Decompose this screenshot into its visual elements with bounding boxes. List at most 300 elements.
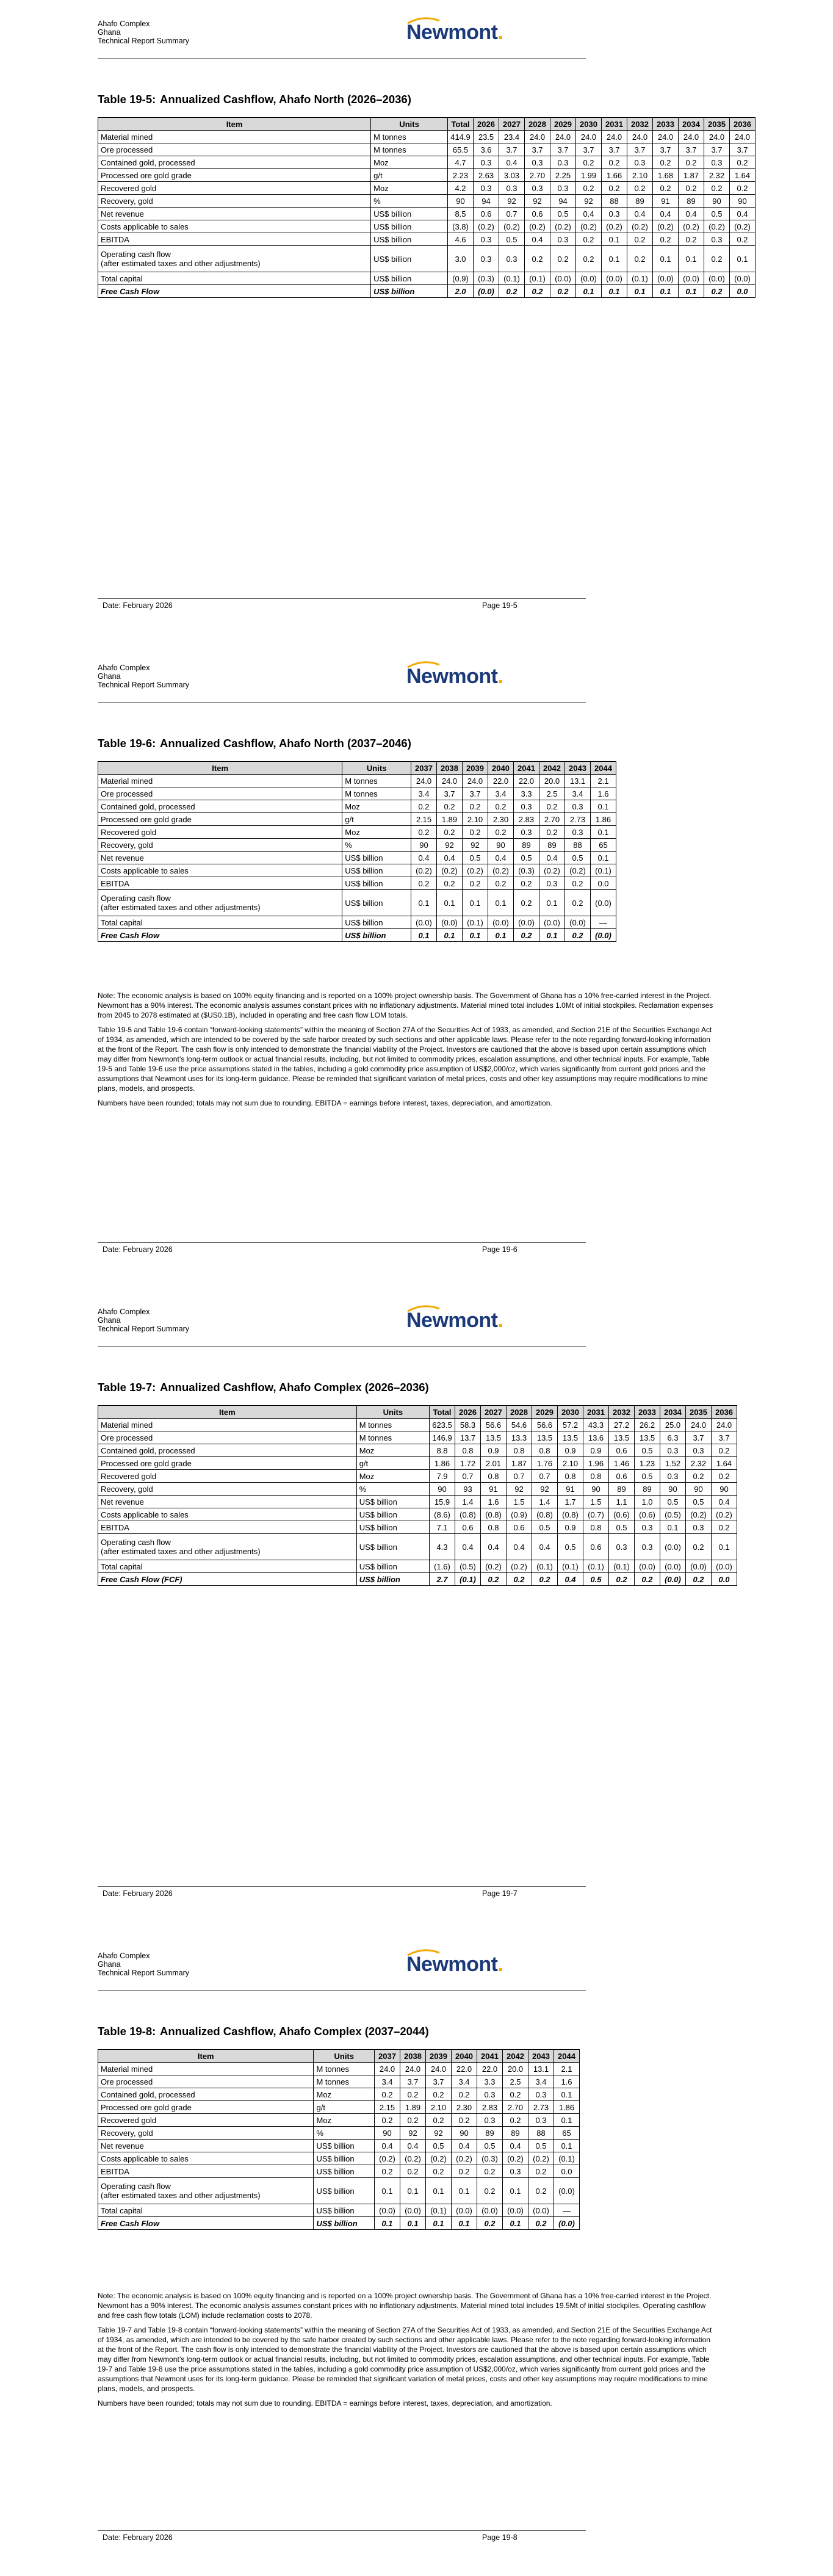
table-row — [98, 285, 755, 298]
column-header-year: 2034 — [679, 118, 704, 131]
table-cell: 0.3 — [499, 246, 525, 272]
table-cell: 2.15 — [375, 2101, 400, 2114]
table-cell: 0.3 — [477, 2114, 503, 2127]
table-cell: — — [554, 2204, 580, 2217]
table-cell: 1.86 — [554, 2101, 580, 2114]
table-cell: (0.9) — [507, 1508, 532, 1521]
table-cell: 88 — [565, 839, 591, 852]
table-cell: 90 — [488, 839, 514, 852]
table-cell: 0.3 — [660, 1470, 686, 1483]
table-cell: 0.2 — [704, 182, 730, 195]
footer-page-number: Page 19-8 — [482, 2533, 517, 2542]
row-units: M tonnes — [371, 131, 448, 143]
table-cell: 24.0 — [627, 131, 653, 143]
column-header-year: 2044 — [554, 2050, 580, 2063]
table-header-row — [98, 2050, 580, 2063]
table-cell: 0.2 — [528, 2178, 554, 2204]
table-cell: 88 — [528, 2127, 554, 2140]
table-cell: 1.5 — [583, 1496, 609, 1508]
table-cell: 8.5 — [448, 208, 474, 220]
table-cell: 13.1 — [528, 2063, 554, 2075]
table-cell: 24.0 — [679, 131, 704, 143]
table-cell: (0.0) — [565, 916, 591, 929]
table-cell: 0.4 — [712, 1496, 737, 1508]
table-cell: 0.2 — [550, 285, 576, 298]
table-cell: (0.7) — [583, 1508, 609, 1521]
table-cell: (0.0) — [602, 272, 627, 285]
table-cell: 2.5 — [503, 2075, 528, 2088]
table-cell: 13.5 — [481, 1431, 507, 1444]
table-cell: 0.1 — [488, 929, 514, 942]
row-units: US$ billion — [342, 916, 411, 929]
table-cell: 0.2 — [576, 156, 602, 169]
table-cell: 0.3 — [539, 877, 565, 890]
table-cell: 0.1 — [591, 800, 616, 813]
table-cell: 0.8 — [583, 1521, 609, 1534]
table-cell: (0.0) — [514, 916, 539, 929]
table-cell: 65.5 — [448, 143, 474, 156]
row-units: US$ billion — [314, 2217, 375, 2230]
table-cell: (0.2) — [525, 220, 550, 233]
table-cell: (0.2) — [499, 220, 525, 233]
table-cell: (0.1) — [463, 916, 488, 929]
column-header-item: Item — [98, 118, 371, 131]
row-units: US$ billion — [356, 1573, 429, 1586]
table-cell: 0.1 — [400, 2217, 426, 2230]
column-header-total: Total — [430, 1406, 455, 1419]
table-title — [98, 2025, 429, 2038]
table-cell: 0.2 — [576, 246, 602, 272]
table-cell: (8.6) — [430, 1508, 455, 1521]
table-row — [98, 272, 755, 285]
table-cell: 1.99 — [576, 169, 602, 182]
table-cell: 0.3 — [565, 826, 591, 839]
table-cell: 2.30 — [488, 813, 514, 826]
table-cell: 0.3 — [474, 182, 499, 195]
column-header-year: 2031 — [602, 118, 627, 131]
table-cell: 2.1 — [554, 2063, 580, 2075]
table-cell: 3.7 — [525, 143, 550, 156]
table-cell: (3.8) — [448, 220, 474, 233]
table-cell: (0.0) — [437, 916, 463, 929]
table-cell: 3.3 — [477, 2075, 503, 2088]
row-label: Material mined — [98, 131, 371, 143]
table-cell: 0.2 — [704, 246, 730, 272]
table-cell: (0.1) — [525, 272, 550, 285]
table-cell: 0.2 — [627, 246, 653, 272]
table-cell: 6.3 — [660, 1431, 686, 1444]
table-cell: (0.8) — [558, 1508, 583, 1521]
footer-page-number: Page 19-6 — [482, 1245, 517, 1254]
row-label: EBITDA — [98, 877, 342, 890]
table-cell: 24.0 — [375, 2063, 400, 2075]
table-cell: (0.2) — [704, 220, 730, 233]
row-units: US$ billion — [314, 2165, 375, 2178]
table-title — [98, 737, 411, 750]
table-cell: 0.3 — [499, 182, 525, 195]
row-units: US$ billion — [371, 285, 448, 298]
table-cell: 13.5 — [532, 1431, 558, 1444]
table-cell: 0.4 — [455, 1534, 481, 1560]
table-cell: 3.7 — [712, 1431, 737, 1444]
column-header-year: 2028 — [525, 118, 550, 131]
table-cell: 3.6 — [474, 143, 499, 156]
table-cell: 0.2 — [686, 1534, 712, 1560]
footer-page-number: Page 19-5 — [482, 601, 517, 610]
newmont-logo — [406, 665, 503, 689]
table-cell: 0.1 — [730, 246, 755, 272]
table-cell: 0.2 — [712, 1444, 737, 1457]
table-cell: 3.7 — [463, 787, 488, 800]
row-label: Total capital — [98, 916, 342, 929]
row-label: EBITDA — [98, 1521, 357, 1534]
table-row — [98, 1496, 737, 1508]
table-cell: 3.0 — [448, 246, 474, 272]
table-row — [98, 826, 616, 839]
table-cell: — — [591, 916, 616, 929]
table-row — [98, 1419, 737, 1431]
table-cell: 0.4 — [539, 852, 565, 864]
table-cell: 0.1 — [503, 2217, 528, 2230]
table-number: Table 19-8: — [98, 2025, 156, 2038]
table-cell: 0.5 — [532, 1521, 558, 1534]
table-cell: (0.2) — [576, 220, 602, 233]
row-label: Free Cash Flow — [98, 285, 371, 298]
table-cell: 13.5 — [558, 1431, 583, 1444]
table-cell: 92 — [507, 1483, 532, 1496]
table-cell: (1.6) — [430, 1560, 455, 1573]
table-row — [98, 852, 616, 864]
table-cell: (0.2) — [653, 220, 679, 233]
table-cell: 1.89 — [400, 2101, 426, 2114]
table-cell: (0.1) — [455, 1573, 481, 1586]
table-cell: 0.4 — [730, 208, 755, 220]
table-cell: (0.2) — [686, 1508, 712, 1521]
table-cell: 2.23 — [448, 169, 474, 182]
table-cell: 1.87 — [679, 169, 704, 182]
report-page-19-7 — [0, 1288, 833, 1932]
table-cell: 56.6 — [532, 1419, 558, 1431]
table-cell: 43.3 — [583, 1419, 609, 1431]
table-cell: 25.0 — [660, 1419, 686, 1431]
table-row — [98, 813, 616, 826]
page-header — [98, 1308, 189, 1333]
newmont-logo — [406, 1953, 503, 1977]
table-cell: 24.0 — [426, 2063, 452, 2075]
table-cell: 94 — [550, 195, 576, 208]
row-units: US$ billion — [356, 1560, 429, 1573]
table-cell: 89 — [679, 195, 704, 208]
table-cell: 0.1 — [452, 2178, 477, 2204]
header-country: Ghana — [98, 1316, 121, 1325]
row-units: M tonnes — [371, 143, 448, 156]
table-cell: 0.5 — [635, 1444, 660, 1457]
table-cell: (0.2) — [474, 220, 499, 233]
table-row — [98, 1483, 737, 1496]
note-basis: Note: The economic analysis is based on 100% equity financing and is reported on a 100% project ownership basis. The Government of Ghana has a 10% free-carried interest in the Project. Newmont has a 90% interest. The economic analysis assumes constant prices with no inflationary adjustments. Material mined total includes 19.5Mt of initial stockpiles. Operating cashflow and free cash flow totals (LOM) include reclamation costs to 2078. — [98, 2292, 712, 2320]
note-basis: Note: The economic analysis is based on 100% equity financing and is reported on a 100% project ownership basis. The Government of Ghana has a 10% free-carried interest in the Project. Newmont has a 90% interest. The economic analysis assumes constant prices with no inflationary adjustments. Material mined total includes 1.0Mt of initial stockpiles. Reclamation expenses from 2045 to 2078 estimated at ($US0.1B), included in operating and free cash flow LOM totals. — [98, 991, 713, 1019]
column-header-year: 2043 — [528, 2050, 554, 2063]
table-cell: 0.2 — [679, 156, 704, 169]
row-label: Net revenue — [98, 1496, 357, 1508]
row-label: Costs applicable to sales — [98, 220, 371, 233]
row-units: US$ billion — [371, 220, 448, 233]
table-cell: 0.1 — [679, 285, 704, 298]
table-cell: 0.2 — [488, 877, 514, 890]
table-cell: 0.2 — [730, 233, 755, 246]
table-cell: 90 — [452, 2127, 477, 2140]
table-cell: 0.6 — [525, 208, 550, 220]
table-cell: 1.89 — [437, 813, 463, 826]
table-cell: 90 — [430, 1483, 455, 1496]
table-cell: 0.8 — [532, 1444, 558, 1457]
table-cell: 0.1 — [653, 285, 679, 298]
row-label: Operating cash flow (after estimated taxes and other adjustments) — [98, 890, 342, 916]
row-units: Moz — [314, 2114, 375, 2127]
table-row — [98, 775, 616, 787]
table-cell: (0.0) — [730, 272, 755, 285]
column-header-year: 2041 — [514, 762, 539, 775]
table-cell: 0.2 — [653, 182, 679, 195]
table-cell: 91 — [481, 1483, 507, 1496]
row-units: Moz — [371, 156, 448, 169]
row-label: Free Cash Flow (FCF) — [98, 1573, 357, 1586]
table-cell: 92 — [525, 195, 550, 208]
table-cell: 0.2 — [514, 877, 539, 890]
table-cell: 24.0 — [525, 131, 550, 143]
table-cell: 0.1 — [660, 1521, 686, 1534]
column-header-year: 2043 — [565, 762, 591, 775]
table-cell: 2.32 — [704, 169, 730, 182]
table-cell: 13.3 — [507, 1431, 532, 1444]
table-cell: 90 — [583, 1483, 609, 1496]
table-cell: 2.32 — [686, 1457, 712, 1470]
cashflow-table — [98, 2049, 580, 2230]
table-cell: 3.7 — [550, 143, 576, 156]
column-header-year: 2032 — [609, 1406, 635, 1419]
table-row — [98, 143, 755, 156]
table-cell: 3.4 — [375, 2075, 400, 2088]
table-cell: 0.2 — [730, 182, 755, 195]
row-label: Ore processed — [98, 1431, 357, 1444]
table-cell: 0.2 — [411, 877, 437, 890]
table-cell: 13.6 — [583, 1431, 609, 1444]
table-caption: Annualized Cashflow, Ahafo North (2037–2046) — [160, 737, 411, 750]
table-cell: 0.7 — [532, 1470, 558, 1483]
table-cell: 1.86 — [430, 1457, 455, 1470]
table-cell: (0.0) — [400, 2204, 426, 2217]
table-cell: 1.4 — [455, 1496, 481, 1508]
table-cell: 0.7 — [455, 1470, 481, 1483]
header-project: Ahafo Complex — [98, 1308, 150, 1316]
footer-date: Date: February 2026 — [103, 1245, 173, 1254]
table-title — [98, 93, 411, 106]
table-cell: 0.2 — [712, 1470, 737, 1483]
table-cell: 0.3 — [635, 1521, 660, 1534]
table-cell: (0.1) — [554, 2152, 580, 2165]
table-cell: 13.5 — [635, 1431, 660, 1444]
table-cell: 0.4 — [499, 156, 525, 169]
table-row — [98, 2152, 580, 2165]
table-cell: 0.1 — [653, 246, 679, 272]
table-cell: (0.0) — [503, 2204, 528, 2217]
header-report: Technical Report Summary — [98, 37, 190, 45]
table-row — [98, 1534, 737, 1560]
table-cell: 2.30 — [452, 2101, 477, 2114]
table-cell: 22.0 — [488, 775, 514, 787]
table-cell: (0.8) — [481, 1508, 507, 1521]
table-cell: 0.9 — [558, 1521, 583, 1534]
table-cell: 0.1 — [712, 1534, 737, 1560]
table-cell: 0.4 — [653, 208, 679, 220]
table-cell: 0.1 — [375, 2178, 400, 2204]
table-cell: 0.3 — [565, 800, 591, 813]
table-cell: (0.2) — [528, 2152, 554, 2165]
row-label: Recovered gold — [98, 2114, 314, 2127]
table-cell: 0.2 — [539, 800, 565, 813]
table-cell: 0.3 — [474, 156, 499, 169]
table-cell: 89 — [503, 2127, 528, 2140]
table-cell: 0.8 — [455, 1444, 481, 1457]
table-cell: 0.2 — [565, 890, 591, 916]
row-units: US$ billion — [356, 1496, 429, 1508]
table-cell: 7.9 — [430, 1470, 455, 1483]
table-cell: 90 — [411, 839, 437, 852]
row-units: g/t — [314, 2101, 375, 2114]
column-header-year: 2042 — [503, 2050, 528, 2063]
table-cell: 0.2 — [375, 2088, 400, 2101]
table-cell: 0.0 — [730, 285, 755, 298]
table-cell: 58.3 — [455, 1419, 481, 1431]
table-cell: 0.1 — [503, 2178, 528, 2204]
table-cell: 0.2 — [679, 182, 704, 195]
row-label: EBITDA — [98, 2165, 314, 2178]
table-cell: 89 — [514, 839, 539, 852]
row-label: EBITDA — [98, 233, 371, 246]
table-cell: 23.5 — [474, 131, 499, 143]
table-cell: 2.70 — [525, 169, 550, 182]
table-cell: 0.4 — [437, 852, 463, 864]
table-row — [98, 2088, 580, 2101]
table-cell: 0.2 — [481, 1573, 507, 1586]
table-cell: 0.4 — [452, 2140, 477, 2152]
newmont-logo — [406, 1309, 503, 1333]
column-header-year: 2026 — [455, 1406, 481, 1419]
row-label: Ore processed — [98, 787, 342, 800]
column-header-year: 2030 — [558, 1406, 583, 1419]
row-units: US$ billion — [314, 2204, 375, 2217]
table-cell: 0.4 — [627, 208, 653, 220]
table-cell: 92 — [576, 195, 602, 208]
table-cell: (0.8) — [455, 1508, 481, 1521]
column-header-year: 2038 — [437, 762, 463, 775]
table-cell: 13.7 — [455, 1431, 481, 1444]
table-notes — [98, 2291, 714, 2413]
table-cell: 0.5 — [635, 1470, 660, 1483]
table-number: Table 19-7: — [98, 1381, 156, 1394]
table-cell: (0.0) — [660, 1534, 686, 1560]
table-cell: 7.1 — [430, 1521, 455, 1534]
column-header-year: 2033 — [635, 1406, 660, 1419]
header-divider — [98, 58, 586, 59]
table-caption: Annualized Cashflow, Ahafo Complex (2037–2044) — [160, 2025, 429, 2038]
table-cell: 0.5 — [463, 852, 488, 864]
column-header-year: 2036 — [730, 118, 755, 131]
header-report: Technical Report Summary — [98, 681, 190, 689]
table-row — [98, 131, 755, 143]
table-cell: (0.0) — [550, 272, 576, 285]
table-row — [98, 2217, 580, 2230]
page-header — [98, 1952, 189, 1977]
table-cell: 0.2 — [679, 233, 704, 246]
table-cell: 90 — [686, 1483, 712, 1496]
table-row — [98, 839, 616, 852]
table-cell: (0.0) — [635, 1560, 660, 1573]
table-cell: 0.9 — [558, 1444, 583, 1457]
table-cell: (0.2) — [627, 220, 653, 233]
table-cell: 0.2 — [375, 2165, 400, 2178]
table-cell: 3.7 — [437, 787, 463, 800]
table-cell: (0.9) — [448, 272, 474, 285]
row-units: US$ billion — [371, 233, 448, 246]
table-cell: (0.0) — [554, 2178, 580, 2204]
table-cell: 0.1 — [627, 285, 653, 298]
table-cell: 0.1 — [463, 929, 488, 942]
column-header-year: 2029 — [532, 1406, 558, 1419]
table-cell: 89 — [627, 195, 653, 208]
table-cell: 0.1 — [452, 2217, 477, 2230]
table-cell: 13.5 — [609, 1431, 635, 1444]
table-cell: 24.0 — [730, 131, 755, 143]
column-header-total: Total — [448, 118, 474, 131]
row-units: M tonnes — [342, 775, 411, 787]
table-cell: 0.2 — [499, 285, 525, 298]
table-cell: 2.5 — [539, 787, 565, 800]
table-cell: 0.2 — [653, 156, 679, 169]
table-cell: 0.1 — [602, 233, 627, 246]
footer-date: Date: February 2026 — [103, 2533, 173, 2542]
table-cell: 2.1 — [591, 775, 616, 787]
table-cell: (0.0) — [452, 2204, 477, 2217]
table-cell: 0.3 — [474, 233, 499, 246]
header-project: Ahafo Complex — [98, 664, 150, 672]
table-cell: 0.8 — [481, 1470, 507, 1483]
table-cell: (0.2) — [550, 220, 576, 233]
table-cell: 1.96 — [583, 1457, 609, 1470]
table-row — [98, 2075, 580, 2088]
table-cell: 0.5 — [609, 1521, 635, 1534]
row-label: Processed ore gold grade — [98, 813, 342, 826]
table-cell: 4.7 — [448, 156, 474, 169]
table-cell: (0.1) — [558, 1560, 583, 1573]
table-cell: 3.7 — [704, 143, 730, 156]
table-cell: (0.0) — [591, 929, 616, 942]
table-cell: 0.3 — [704, 156, 730, 169]
table-cell: 0.2 — [627, 182, 653, 195]
table-cell: (0.1) — [591, 864, 616, 877]
table-cell: (0.0) — [712, 1560, 737, 1573]
table-cell: 94 — [474, 195, 499, 208]
table-cell: 90 — [704, 195, 730, 208]
row-label: Total capital — [98, 272, 371, 285]
table-cell: 0.1 — [463, 890, 488, 916]
table-cell: 0.2 — [730, 156, 755, 169]
row-units: M tonnes — [356, 1419, 429, 1431]
table-cell: 0.3 — [686, 1444, 712, 1457]
column-header-year: 2026 — [474, 118, 499, 131]
table-cell: 3.7 — [653, 143, 679, 156]
table-cell: (0.0) — [686, 1560, 712, 1573]
